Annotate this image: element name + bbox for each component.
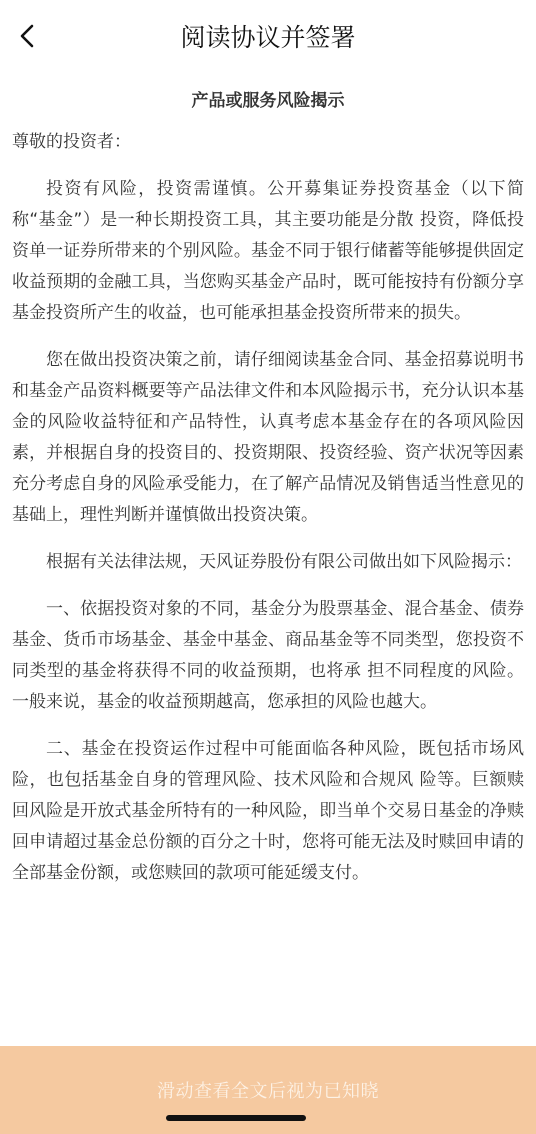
paragraph-3: 根据有关法律法规，天风证券股份有限公司做出如下风险揭示： bbox=[46, 552, 522, 572]
paragraph-2: 您在做出投资决策之前，请仔细阅读基金合同、基金招募说明书和基金产品资料概要等产品法律文件和本风险揭示书，充分认识本基金的风险收益特征和产品特性，认真考虑本基金存在的各项风险因素，并根据自身的投资目的、投资期限、投资经验、资产状况等因素充分考虑自身的风险承受能力，在了解产品情况及销售适当性意见的基础上，理性判断并谨慎做出投资决策。 bbox=[12, 350, 524, 525]
home-indicator bbox=[166, 1115, 306, 1121]
agreement-content[interactable] bbox=[0, 78, 536, 998]
paragraph-5: 二、基金在投资运作过程中可能面临各种风险，既包括市场风险，也包括基金自身的管理风险、技术风险和合规风 险等。巨额赎回风险是开放式基金所特有的一种风险，即当单个交易日基金的净赎回申请超过基金总份额的百分之十时，您将可能无法及时赎回申请的全部基金份额，或您赎回的款项可能延缓支付。 bbox=[12, 739, 524, 883]
content-fade-overlay bbox=[0, 958, 536, 1046]
document-title: 产品或服务风险揭示 bbox=[191, 91, 345, 111]
paragraph-4: 一、依据投资对象的不同，基金分为股票基金、混合基金、债券基金、货币市场基金、基金中基金、商品基金等不同类型，您投资不同类型的基金将获得不同的收益预期，也将承 担不同程度的风险。一般来说，基金的收益预期越高，您承担的风险也越大。 bbox=[12, 599, 524, 712]
nav-header bbox=[0, 0, 536, 78]
page-title: 阅读协议并签署 bbox=[180, 23, 356, 52]
acknowledge-button-label: 滑动查看全文后视为已知晓 bbox=[157, 1081, 379, 1102]
salutation: 尊敬的投资者： bbox=[12, 132, 131, 152]
paragraph-1: 投资有风险，投资需谨慎。公开募集证券投资基金（以下简称“基金”）是一种长期投资工具，其主要功能是分散 投资，降低投资单一证券所带来的个别风险。基金不同于银行储蓄等能够提供固定收益预期的金融工具，当您购买基金产品时，既可能按持有份额分享基金投资所产生的收益，也可能承担基金投资所带来的损失。 bbox=[12, 179, 524, 323]
